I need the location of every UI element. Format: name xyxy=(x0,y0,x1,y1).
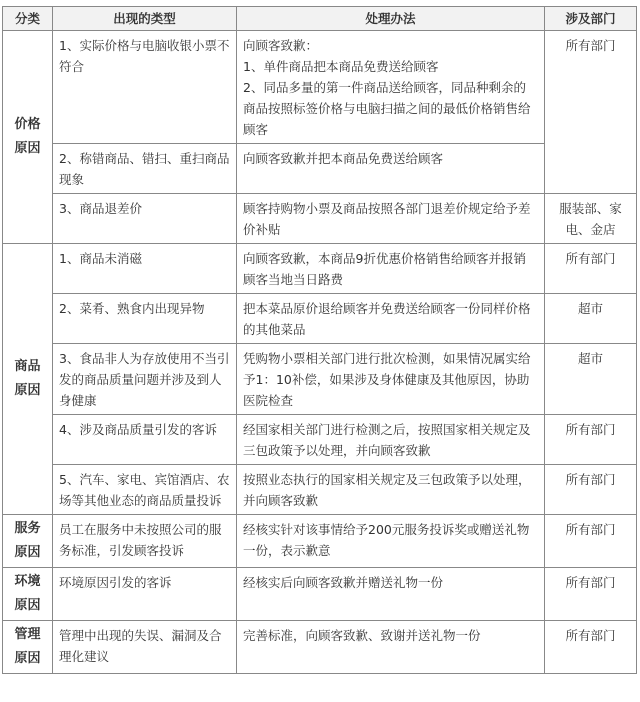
issue-cell: 环境原因引发的客诉 xyxy=(53,568,237,621)
dept-cell: 超市 xyxy=(545,344,637,415)
table-row xyxy=(3,244,637,294)
table-row xyxy=(3,344,637,415)
dept-cell: 超市 xyxy=(545,294,637,344)
table-row xyxy=(3,144,637,194)
method-cell: 向顾客致歉： 1、单件商品把本商品免费送给顾客 2、同品多量的第一件商品送给顾客，同品种剩余的商品按照标签价格与电脑扫描之间的最低价格销售给顾客 xyxy=(237,31,545,144)
method-cell: 按照业态执行的国家相关规定及三包政策予以处理，并向顾客致歉 xyxy=(237,465,545,515)
method-cell: 经核实针对该事情给予200元服务投诉奖或赠送礼物一份，表示歉意 xyxy=(237,515,545,568)
header-row xyxy=(3,7,637,31)
table-row xyxy=(3,465,637,515)
method-cell: 凭购物小票相关部门进行批次检测，如果情况属实给予1：10补偿，如果涉及身体健康及其他原因，协助医院检查 xyxy=(237,344,545,415)
dept-cell: 所有部门 xyxy=(545,31,637,194)
dept-cell: 所有部门 xyxy=(545,465,637,515)
dept-cell: 所有部门 xyxy=(545,568,637,621)
issue-cell: 1、实际价格与电脑收银小票不符合 xyxy=(53,31,237,144)
method-cell: 向顾客致歉并把本商品免费送给顾客 xyxy=(237,144,545,194)
issue-cell: 5、汽车、家电、宾馆酒店、农场等其他业态的商品质量投诉 xyxy=(53,465,237,515)
method-cell: 完善标准，向顾客致歉、致谢并送礼物一份 xyxy=(237,621,545,674)
issue-cell: 3、商品退差价 xyxy=(53,194,237,244)
method-cell: 把本菜品原价退给顾客并免费送给顾客一份同样价格的其他菜品 xyxy=(237,294,545,344)
issue-cell: 员工在服务中未按照公司的服务标准，引发顾客投诉 xyxy=(53,515,237,568)
table-row xyxy=(3,294,637,344)
dept-cell: 所有部门 xyxy=(545,244,637,294)
method-cell: 顾客持购物小票及商品按照各部门退差价规定给予差价补贴 xyxy=(237,194,545,244)
category-cell: 价格 原因 xyxy=(3,31,53,244)
table-row xyxy=(3,515,637,568)
issue-cell: 4、涉及商品质量引发的客诉 xyxy=(53,415,237,465)
complaint-handling-table xyxy=(2,6,637,674)
issue-cell: 3、食品非人为存放使用不当引发的商品质量问题并涉及到人身健康 xyxy=(53,344,237,415)
category-cell: 环境 原因 xyxy=(3,568,53,621)
header-dept: 涉及部门 xyxy=(545,7,637,31)
header-category: 分类 xyxy=(3,7,53,31)
method-cell: 向顾客致歉，本商品9折优惠价格销售给顾客并报销顾客当地当日路费 xyxy=(237,244,545,294)
issue-cell: 管理中出现的失误、漏洞及合理化建议 xyxy=(53,621,237,674)
category-cell: 管理 原因 xyxy=(3,621,53,674)
table-row xyxy=(3,415,637,465)
table-row xyxy=(3,194,637,244)
category-cell: 商品 原因 xyxy=(3,244,53,515)
issue-cell: 2、称错商品、错扫、重扫商品现象 xyxy=(53,144,237,194)
table-row xyxy=(3,31,637,144)
method-cell: 经国家相关部门进行检测之后，按照国家相关规定及三包政策予以处理，并向顾客致歉 xyxy=(237,415,545,465)
dept-cell: 所有部门 xyxy=(545,621,637,674)
dept-cell: 所有部门 xyxy=(545,415,637,465)
header-method: 处理办法 xyxy=(237,7,545,31)
issue-cell: 2、菜肴、熟食内出现异物 xyxy=(53,294,237,344)
method-cell: 经核实后向顾客致歉并赠送礼物一份 xyxy=(237,568,545,621)
issue-cell: 1、商品未消磁 xyxy=(53,244,237,294)
dept-cell: 所有部门 xyxy=(545,515,637,568)
header-issue: 出现的类型 xyxy=(53,7,237,31)
category-cell: 服务 原因 xyxy=(3,515,53,568)
table-row xyxy=(3,621,637,674)
dept-cell: 服装部、家电、金店 xyxy=(545,194,637,244)
table-row xyxy=(3,568,637,621)
